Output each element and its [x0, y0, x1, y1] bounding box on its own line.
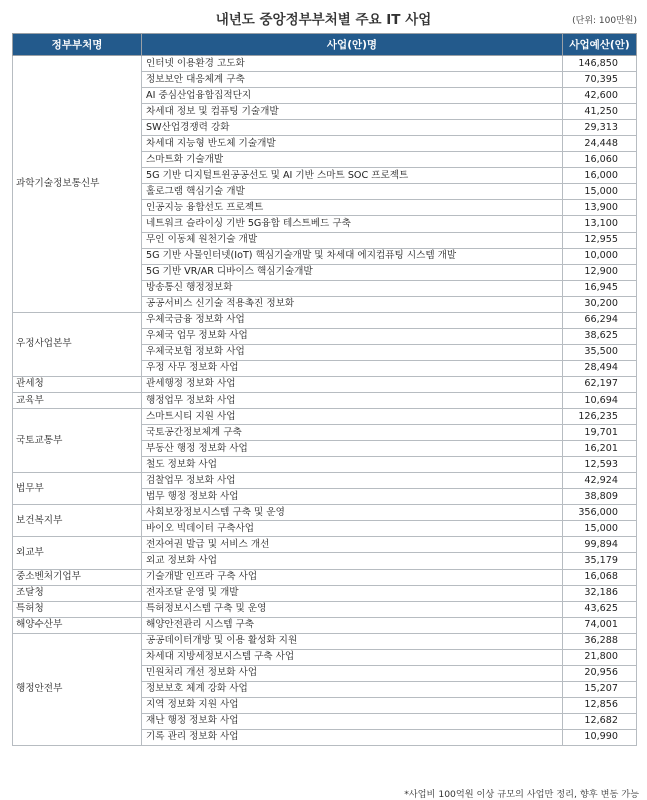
budget-cell: 15,207: [563, 681, 637, 697]
project-cell: 전자여권 발급 및 서비스 개선: [142, 537, 563, 553]
budget-cell: 66,294: [563, 312, 637, 328]
project-cell: 국토공간정보체계 구축: [142, 425, 563, 441]
budget-cell: 62,197: [563, 376, 637, 392]
project-cell: 공공데이터개방 및 이용 활성화 지원: [142, 633, 563, 649]
table-row: [13, 617, 637, 633]
project-cell: 정보보안 대응체계 구축: [142, 72, 563, 88]
project-cell: 기록 관리 정보화 사업: [142, 729, 563, 745]
table-row: [13, 312, 637, 328]
project-cell: 바이오 빅데이터 구축사업: [142, 521, 563, 537]
project-cell: 5G 기반 VR/AR 디바이스 핵심기술개발: [142, 264, 563, 280]
project-cell: 해양안전관리 시스템 구축: [142, 617, 563, 633]
budget-cell: 16,201: [563, 441, 637, 457]
project-cell: 지역 정보화 지원 사업: [142, 697, 563, 713]
budget-cell: 70,395: [563, 72, 637, 88]
project-cell: 무인 이동체 원천기술 개발: [142, 232, 563, 248]
budget-cell: 13,100: [563, 216, 637, 232]
budget-cell: 15,000: [563, 521, 637, 537]
ministry-cell: 국토교통부: [13, 409, 142, 473]
project-cell: 검찰업무 정보화 사업: [142, 473, 563, 489]
budget-cell: 35,500: [563, 344, 637, 360]
budget-cell: 35,179: [563, 553, 637, 569]
unit-note: (단위: 100만원): [572, 16, 637, 26]
project-cell: 우체국보험 정보화 사업: [142, 344, 563, 360]
it-project-table: [12, 33, 637, 746]
budget-cell: 12,856: [563, 697, 637, 713]
project-cell: 철도 정보화 사업: [142, 457, 563, 473]
budget-cell: 15,000: [563, 184, 637, 200]
project-cell: 전자조달 운영 및 개발: [142, 585, 563, 601]
project-cell: 기술개발 인프라 구축 사업: [142, 569, 563, 585]
project-cell: 차세대 지방세정보시스템 구축 사업: [142, 649, 563, 665]
project-cell: 인공지능 융합선도 프로젝트: [142, 200, 563, 216]
ministry-cell: 행정안전부: [13, 633, 142, 745]
project-cell: 스마트시티 지원 사업: [142, 409, 563, 425]
project-cell: 우체국 업무 정보화 사업: [142, 328, 563, 344]
budget-cell: 19,701: [563, 425, 637, 441]
budget-cell: 30,200: [563, 296, 637, 312]
table-row: [13, 56, 637, 72]
project-cell: 관세행정 정보화 사업: [142, 376, 563, 392]
budget-cell: 10,990: [563, 729, 637, 745]
budget-cell: 28,494: [563, 360, 637, 376]
header-ministry: 정부부처명: [13, 34, 142, 56]
project-cell: 사회보장정보시스템 구축 및 운영: [142, 505, 563, 521]
budget-cell: 21,800: [563, 649, 637, 665]
budget-cell: 16,060: [563, 152, 637, 168]
ministry-cell: 보건복지부: [13, 505, 142, 537]
budget-cell: 42,924: [563, 473, 637, 489]
project-cell: 외교 정보화 사업: [142, 553, 563, 569]
ministry-cell: 특허청: [13, 601, 142, 617]
table-row: [13, 569, 637, 585]
budget-cell: 146,850: [563, 56, 637, 72]
table-header-row: [13, 34, 637, 56]
header-project: 사업(안)명: [142, 34, 563, 56]
budget-cell: 16,000: [563, 168, 637, 184]
table-body: [13, 56, 637, 746]
project-cell: 5G 기반 디지털트윈공공선도 및 AI 기반 스마트 SOC 프로젝트: [142, 168, 563, 184]
table-row: [13, 601, 637, 617]
budget-cell: 36,288: [563, 633, 637, 649]
budget-cell: 12,593: [563, 457, 637, 473]
project-cell: SW산업경쟁력 강화: [142, 120, 563, 136]
table-row: [13, 585, 637, 601]
table-row: [13, 376, 637, 392]
project-cell: 정보보호 체계 강화 사업: [142, 681, 563, 697]
project-cell: 부동산 행정 정보화 사업: [142, 441, 563, 457]
ministry-cell: 법무부: [13, 473, 142, 505]
project-cell: 법무 행정 정보화 사업: [142, 489, 563, 505]
budget-cell: 12,955: [563, 232, 637, 248]
budget-cell: 29,313: [563, 120, 637, 136]
project-cell: 방송통신 행정정보화: [142, 280, 563, 296]
budget-cell: 20,956: [563, 665, 637, 681]
budget-cell: 74,001: [563, 617, 637, 633]
table-row: [13, 633, 637, 649]
budget-cell: 41,250: [563, 104, 637, 120]
budget-cell: 38,809: [563, 489, 637, 505]
page-title: 내년도 중앙정부부처별 주요 IT 사업: [215, 12, 432, 28]
project-cell: AI 중심산업융합집적단지: [142, 88, 563, 104]
ministry-cell: 외교부: [13, 537, 142, 569]
project-cell: 네트워크 슬라이싱 기반 5G융합 테스트베드 구축: [142, 216, 563, 232]
project-cell: 재난 행정 정보화 사업: [142, 713, 563, 729]
budget-cell: 24,448: [563, 136, 637, 152]
budget-cell: 13,900: [563, 200, 637, 216]
ministry-cell: 중소벤처기업부: [13, 569, 142, 585]
ministry-cell: 우정사업본부: [13, 312, 142, 376]
project-cell: 5G 기반 사물인터넷(IoT) 핵심기술개발 및 차세대 에지컴퓨팅 시스템 개발: [142, 248, 563, 264]
budget-cell: 16,945: [563, 280, 637, 296]
budget-cell: 16,068: [563, 569, 637, 585]
project-cell: 공공서비스 신기술 적용촉진 정보화: [142, 296, 563, 312]
budget-cell: 42,600: [563, 88, 637, 104]
table-row: [13, 505, 637, 521]
table-row: [13, 537, 637, 553]
ministry-cell: 관세청: [13, 376, 142, 392]
budget-cell: 38,625: [563, 328, 637, 344]
ministry-cell: 해양수산부: [13, 617, 142, 633]
project-cell: 인터넷 이용환경 고도화: [142, 56, 563, 72]
table-row: [13, 473, 637, 489]
project-cell: 차세대 지능형 반도체 기술개발: [142, 136, 563, 152]
project-cell: 행정업무 정보화 사업: [142, 392, 563, 408]
ministry-cell: 조달청: [13, 585, 142, 601]
header-budget: 사업예산(안): [563, 34, 637, 56]
ministry-cell: 교육부: [13, 392, 142, 408]
project-cell: 스마트화 기술개발: [142, 152, 563, 168]
budget-cell: 10,694: [563, 392, 637, 408]
budget-cell: 43,625: [563, 601, 637, 617]
project-cell: 홀로그램 핵심기술 개발: [142, 184, 563, 200]
budget-cell: 99,894: [563, 537, 637, 553]
project-cell: 차세대 정보 및 컴퓨팅 기술개발: [142, 104, 563, 120]
ministry-cell: 과학기술정보통신부: [13, 56, 142, 313]
budget-cell: 126,235: [563, 409, 637, 425]
project-cell: 특허정보시스템 구축 및 운영: [142, 601, 563, 617]
project-cell: 우체국금융 정보화 사업: [142, 312, 563, 328]
table-row: [13, 392, 637, 408]
budget-cell: 12,900: [563, 264, 637, 280]
budget-cell: 10,000: [563, 248, 637, 264]
footnote: *사업비 100억원 이상 규모의 사업만 정리, 향후 변동 가능: [404, 789, 639, 800]
table-row: [13, 409, 637, 425]
budget-cell: 356,000: [563, 505, 637, 521]
budget-cell: 32,186: [563, 585, 637, 601]
project-cell: 우정 사무 정보화 사업: [142, 360, 563, 376]
project-cell: 민원처리 개선 정보화 사업: [142, 665, 563, 681]
budget-cell: 12,682: [563, 713, 637, 729]
